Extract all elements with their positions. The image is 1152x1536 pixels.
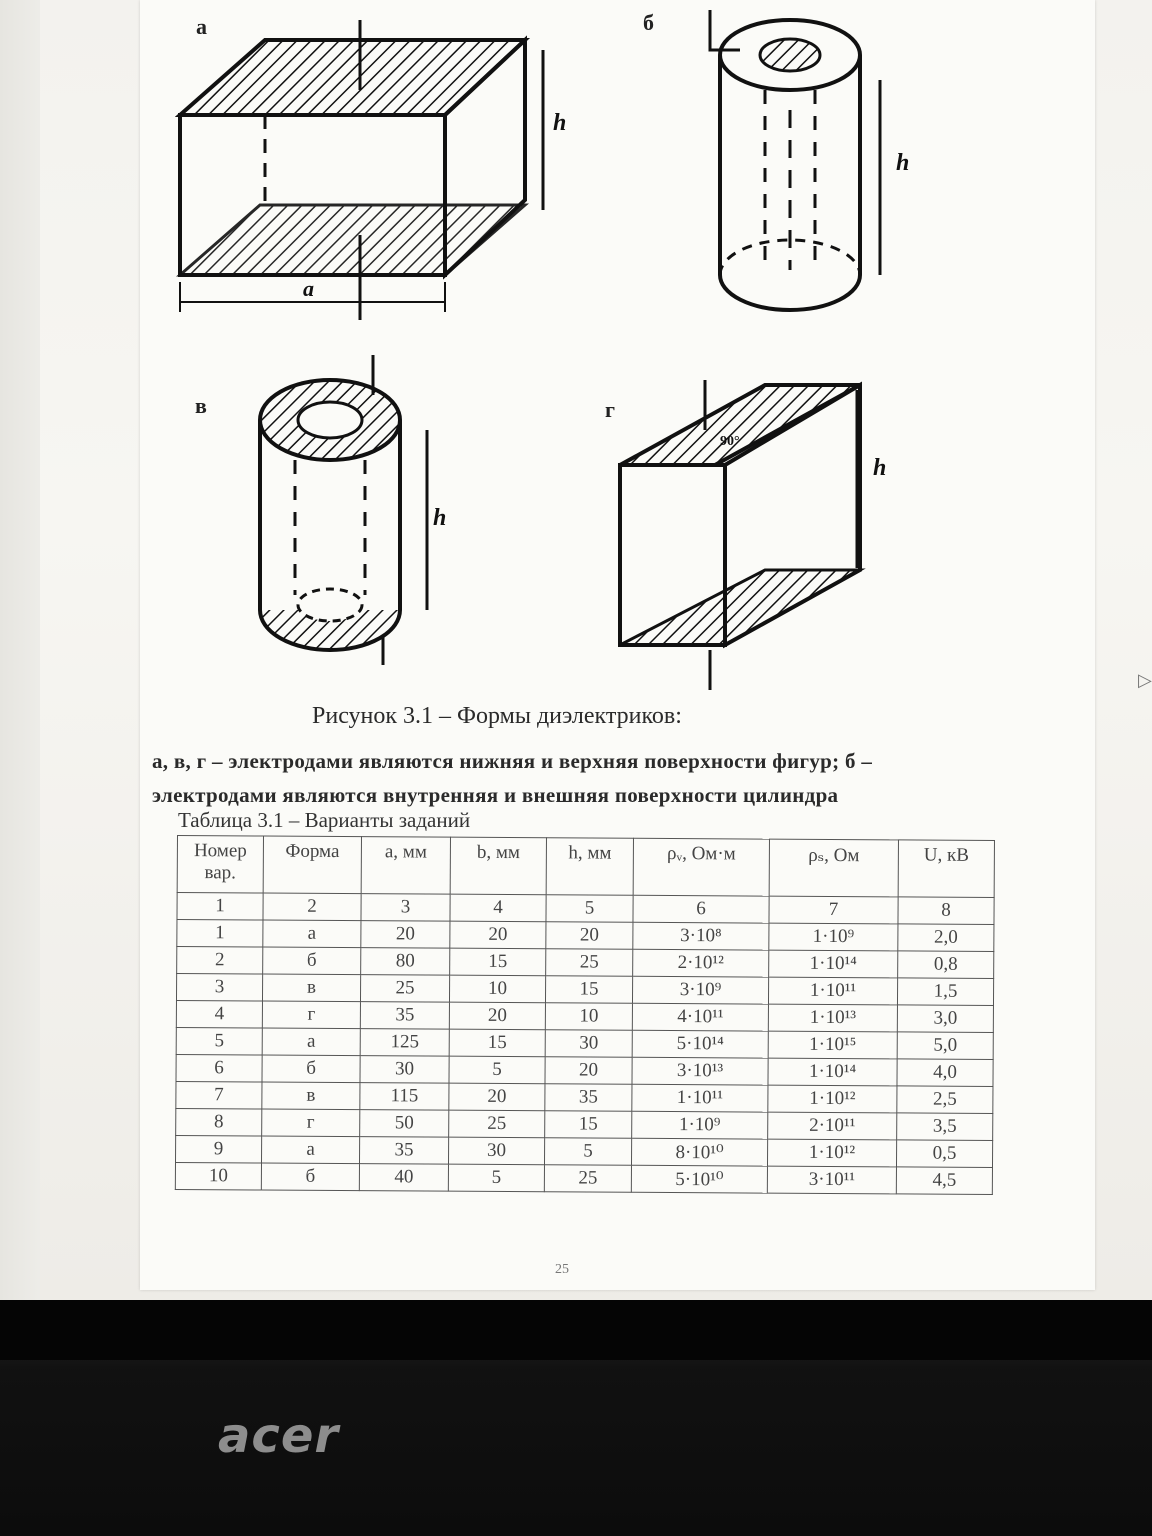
dim-h-v: h (433, 505, 447, 531)
dim-h-g: h (873, 455, 887, 481)
table-cell: 5·10¹⁴ (632, 1030, 768, 1058)
table-cell: 1·10¹² (767, 1139, 896, 1167)
table-cell: 5 (448, 1164, 544, 1192)
table-cell: 9 (175, 1135, 261, 1163)
table-cell: 15 (545, 976, 632, 1004)
monitor-bezel-edge (0, 1300, 1152, 1360)
col-header-a: a, мм (361, 837, 450, 895)
table-cell: 1·10⁹ (769, 923, 898, 951)
table-cell: 4 (176, 1000, 262, 1028)
table-cell: б (262, 1055, 360, 1083)
figure-a-block (175, 20, 575, 320)
page-number: 25 (555, 1262, 569, 1277)
variants-table (175, 835, 995, 1195)
dim-a-a: a (303, 276, 314, 301)
table-cell: 10 (545, 1003, 632, 1031)
table-cell: 2,5 (897, 1086, 993, 1114)
figure-b-cylinder (700, 10, 940, 320)
table-cell: 25 (360, 975, 449, 1003)
table-cell: 125 (360, 1029, 449, 1057)
table-cell: г (262, 1001, 360, 1029)
col-number: 6 (633, 895, 769, 923)
table-cell: 20 (449, 1083, 545, 1111)
table-cell: 1·10¹⁵ (768, 1031, 897, 1059)
table-cell: 3·10⁸ (633, 922, 769, 950)
table-cell: 7 (176, 1081, 262, 1109)
table-cell: 10 (449, 975, 545, 1003)
col-number: 7 (769, 896, 898, 924)
table-cell: 4,0 (897, 1059, 993, 1087)
col-number: 8 (898, 897, 994, 925)
table-cell: 1·10¹¹ (632, 1084, 768, 1112)
table-cell: 15 (450, 948, 546, 976)
table-cell: 30 (448, 1137, 544, 1165)
col-number: 3 (361, 894, 450, 922)
table-cell: 20 (546, 922, 633, 950)
table-cell: 40 (359, 1164, 448, 1192)
table-cell: 1,5 (897, 978, 993, 1006)
table-cell: 20 (545, 1057, 632, 1085)
table-cell: 5 (544, 1138, 631, 1166)
table-cell: а (261, 1136, 359, 1164)
figure-label-v: в (195, 393, 207, 418)
table-cell: 5,0 (897, 1032, 993, 1060)
table-cell: 8 (176, 1108, 262, 1136)
col-header-rho-v: ρᵥ, Ом·м (633, 838, 769, 896)
table-cell: 3·10¹¹ (767, 1166, 896, 1194)
table-body (175, 920, 994, 1195)
table-cell: 20 (450, 921, 546, 949)
table-cell: 25 (544, 1165, 631, 1193)
table-cell: 25 (546, 949, 633, 977)
table-cell: 5 (176, 1027, 262, 1055)
table-cell: 3 (176, 974, 262, 1002)
table-cell: 6 (176, 1054, 262, 1082)
figure-label-g: г (605, 397, 615, 422)
table-cell: 1·10⁹ (632, 1111, 768, 1139)
table-cell: 1·10¹³ (768, 1004, 897, 1032)
figure-caption-title: Рисунок 3.1 – Формы диэлектриков: (312, 703, 682, 729)
table-cell: 35 (545, 1084, 632, 1112)
table-cell: 3,0 (897, 1005, 993, 1033)
dim-angle-g: 90° (720, 434, 740, 449)
table-cell: 15 (545, 1111, 632, 1139)
table-cell: 2 (177, 947, 263, 975)
table-cell: 1 (177, 920, 263, 948)
table-header-row (177, 836, 994, 898)
table-cell: 10 (175, 1162, 261, 1190)
col-header-shape: Форма (263, 836, 361, 894)
table-cell: 1·10¹² (768, 1085, 897, 1113)
table-cell: г (262, 1109, 360, 1137)
table-cell: 5·10¹⁰ (631, 1165, 767, 1193)
table-cell: 4,5 (896, 1167, 992, 1195)
col-number: 4 (450, 894, 546, 922)
table-cell: б (263, 947, 361, 975)
table-cell: а (262, 1028, 360, 1056)
table-cell: 4·10¹¹ (632, 1003, 768, 1031)
table-cell: в (262, 1082, 360, 1110)
col-header-b: b, мм (450, 837, 546, 895)
table-cell: 35 (359, 1137, 448, 1165)
table-cell: 3·10⁹ (632, 976, 768, 1004)
table-cell: в (262, 974, 360, 1002)
table-title: Таблица 3.1 – Варианты заданий (178, 808, 471, 832)
table-cell: 3,5 (897, 1113, 993, 1141)
figure-label-b: б (643, 10, 654, 35)
table-cell: 8·10¹⁰ (631, 1138, 767, 1166)
col-number: 5 (546, 895, 633, 923)
table-cell: 0,8 (898, 951, 994, 979)
col-header-h: h, мм (546, 838, 633, 896)
table-cell: 1·10¹¹ (768, 977, 897, 1005)
table-cell: б (261, 1163, 359, 1191)
table-cell: 1·10¹⁴ (769, 950, 898, 978)
col-number: 2 (263, 893, 361, 921)
table-cell: 115 (360, 1083, 449, 1111)
table-cell: 3·10¹³ (632, 1057, 768, 1085)
dim-h-a: h (553, 110, 567, 136)
table-cell: 20 (361, 921, 450, 949)
col-header-rho-s: ρₛ, Ом (769, 839, 898, 897)
table-cell: 35 (360, 1002, 449, 1030)
figure-g-parallelepiped (615, 380, 895, 690)
table-cell: 80 (361, 948, 450, 976)
table-row (175, 1162, 992, 1194)
table-cell: 0,5 (896, 1140, 992, 1168)
table-cell: 1·10¹⁴ (768, 1058, 897, 1086)
col-header-u: U, кВ (898, 840, 994, 898)
dim-h-b: h (896, 150, 910, 176)
table-cell: 25 (449, 1110, 545, 1138)
table-cell: 5 (449, 1056, 545, 1084)
table-cell: а (263, 920, 361, 948)
cursor-arrow-icon: ▷ (1138, 670, 1152, 690)
table-cell: 15 (449, 1029, 545, 1057)
col-number: 1 (177, 893, 263, 921)
col-header-variant: Номер вар. (177, 836, 263, 894)
monitor-brand-logo: acer (218, 1408, 340, 1464)
figure-label-a: а (196, 14, 207, 39)
table-cell: 30 (545, 1030, 632, 1058)
table-cell: 30 (360, 1056, 449, 1084)
figure-v-hollow-cylinder (255, 355, 455, 665)
table-cell: 2,0 (898, 924, 994, 952)
figure-caption-body: а, в, г – электродами являются нижняя и верхняя поверхности фигур; б – электродами являются внутренняя и внешняя поверхности цилиндра (152, 749, 873, 807)
table-cell: 20 (449, 1002, 545, 1030)
table-cell: 50 (360, 1110, 449, 1138)
table-cell: 2·10¹² (633, 949, 769, 977)
table-cell: 2·10¹¹ (768, 1112, 897, 1140)
